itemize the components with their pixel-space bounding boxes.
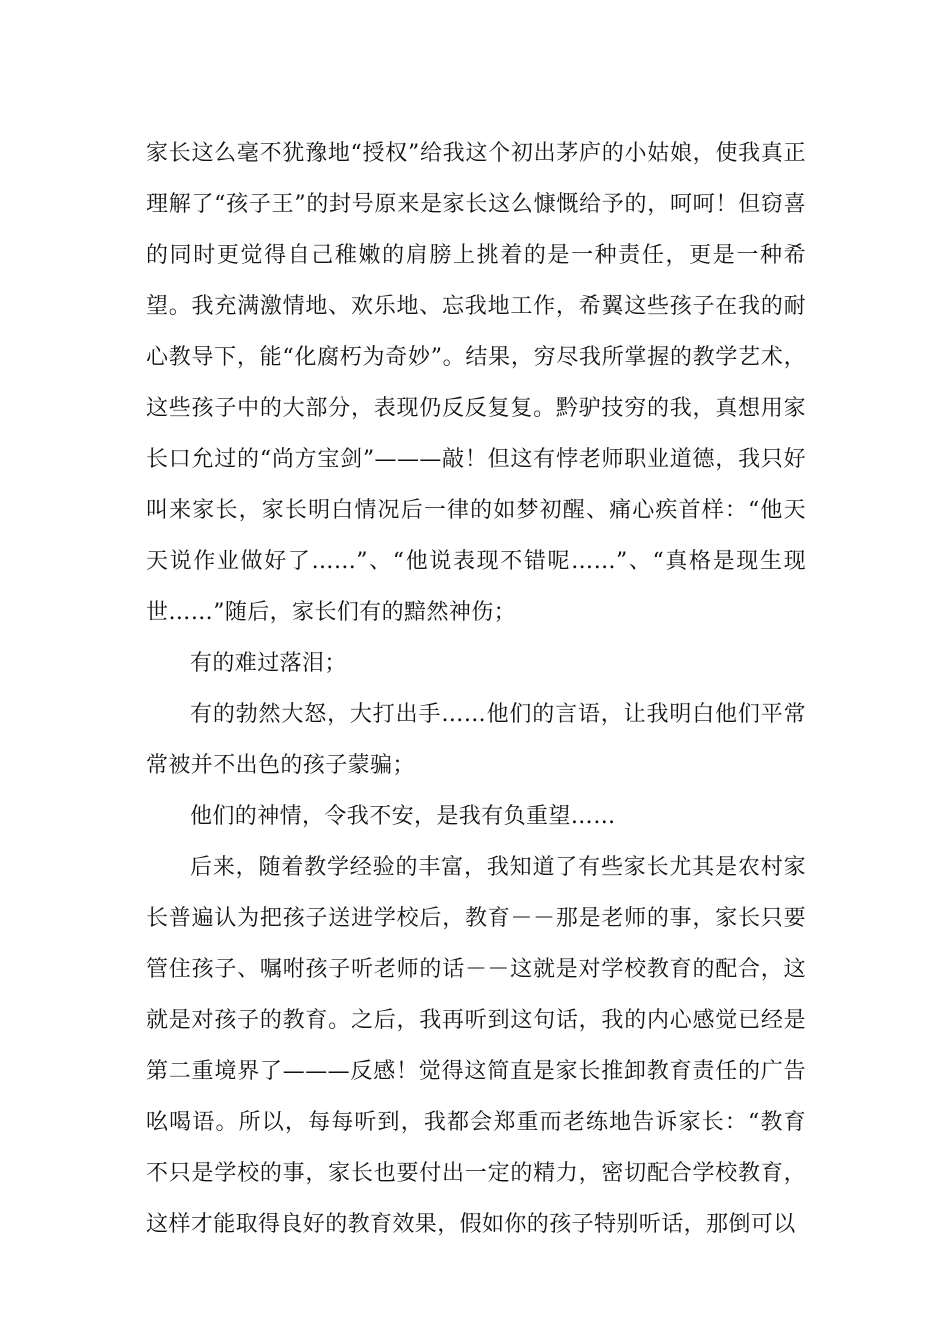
document-body xyxy=(146,128,806,1250)
paragraph: 后来，随着教学经验的丰富，我知道了有些家长尤其是农村家长普遍认为把孩子送进学校后，教育－－那是老师的事，家长只要管住孩子、嘱咐孩子听老师的话－－这就是对学校教育的配合，这就是对孩子的教育。之后，我再听到这句话，我的内心感觉已经是第二重境界了———反感！觉得这简直是家长推卸教育责任的广告吆喝语。所以，每每听到，我都会郑重而老练地告诉家长：“教育不只是学校的事，家长也要付出一定的精力，密切配合学校教育，这样才能取得良好的教育效果，假如你的孩子特别听话，那倒可以 xyxy=(146,855,806,1237)
paragraph: 他们的神情，令我不安，是我有负重望…… xyxy=(190,804,616,829)
paragraph: 有的勃然大怒，大打出手……他们的言语，让我明白他们平常常被并不出色的孩子蒙骗； xyxy=(146,702,806,778)
paragraph: 家长这么毫不犹豫地“授权”给我这个初出茅庐的小姑娘，使我真正理解了“孩子王”的封号原来是家长这么慷慨给予的，呵呵！但窃喜的同时更觉得自己稚嫩的肩膀上挑着的是一种责任，更是一种希望。我充满激情地、欢乐地、忘我地工作，希翼这些孩子在我的耐心教导下，能“化腐朽为奇妙”。结果，穷尽我所掌握的教学艺术，这些孩子中的大部分，表现仍反反复复。黔驴技穷的我，真想用家长口允过的“尚方宝剑”———敲！但这有悖老师职业道德，我只好叫来家长，家长明白情况后一律的如梦初醒、痛心疾首样：“他天天说作业做好了……”、“他说表现不错呢……”、“真格是现生现世……”随后，家长们有的黯然神伤； xyxy=(146,141,806,625)
paragraph: 有的难过落泪； xyxy=(190,651,347,676)
